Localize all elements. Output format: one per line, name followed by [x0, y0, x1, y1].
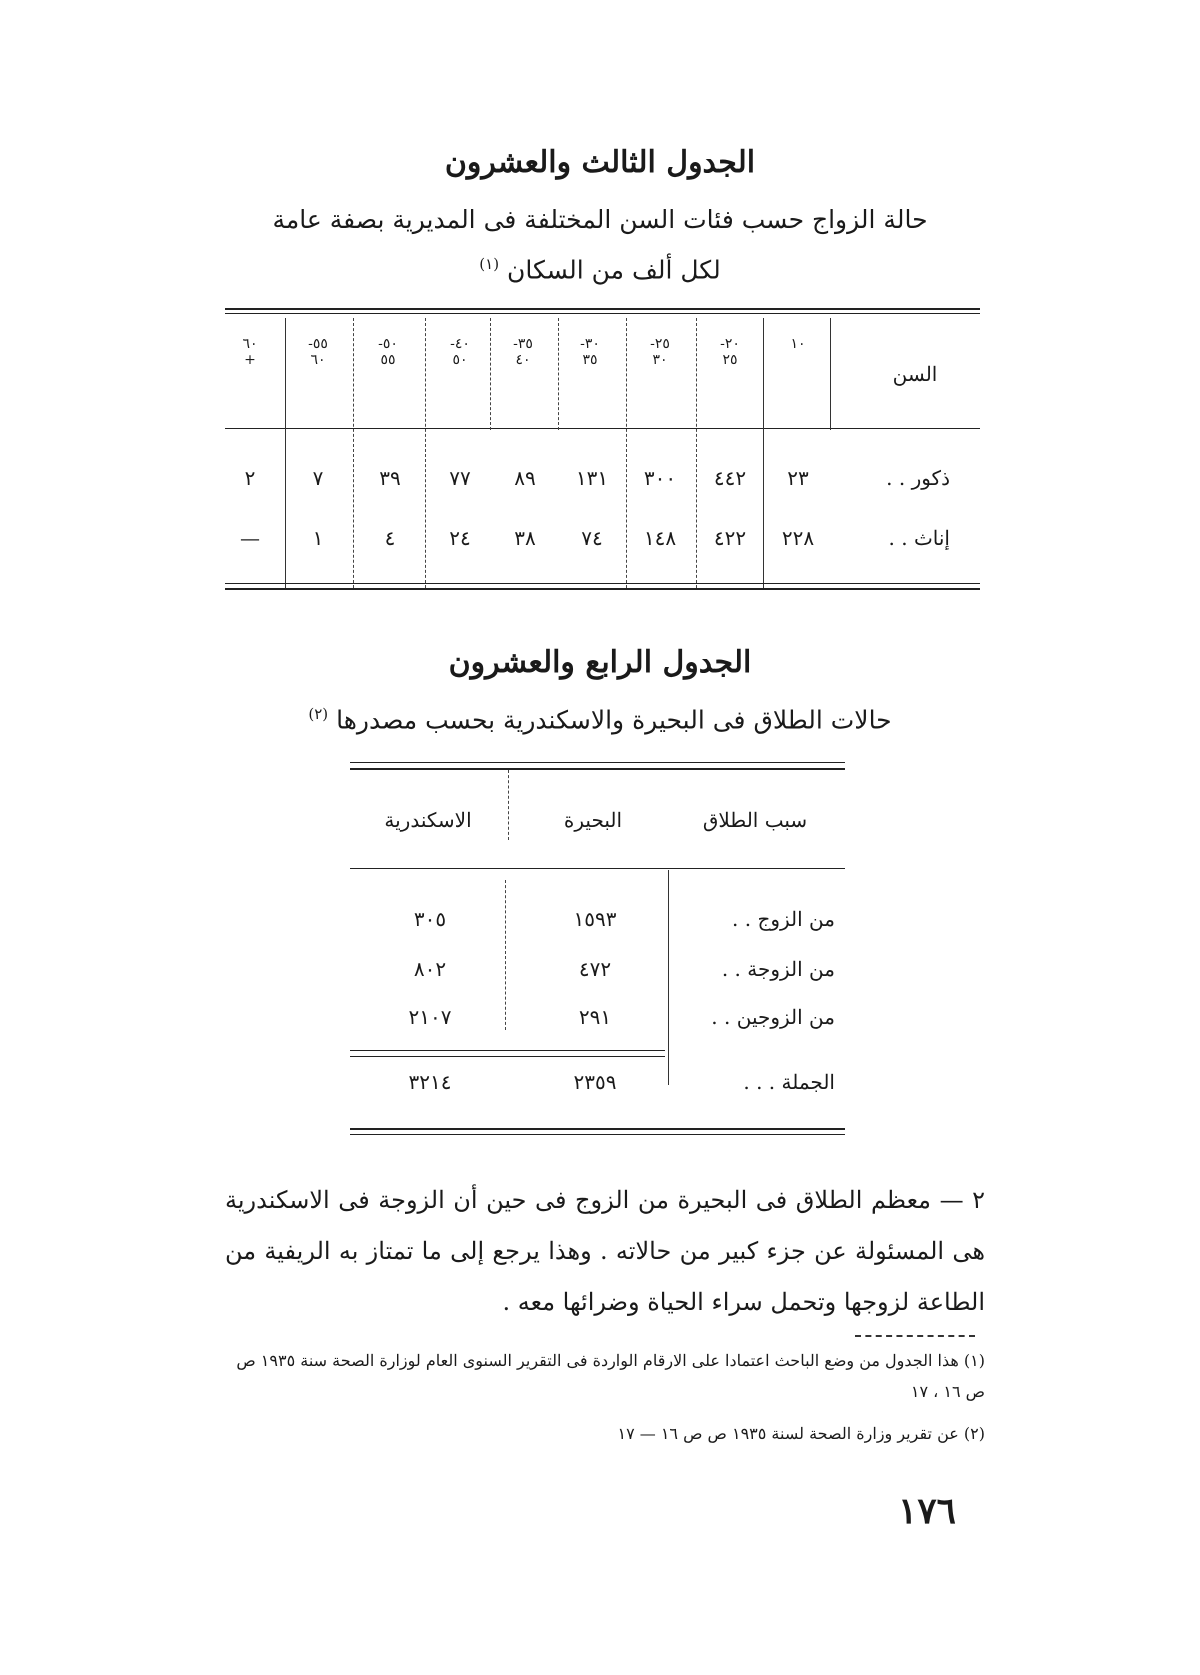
column-divider	[558, 318, 559, 430]
table23-cell: ٧٤	[581, 526, 603, 550]
footnote-1: (١) هذا الجدول من وضع الباحث اعتمادا على الارقام الواردة فى التقرير السنوى العام لوزارة الصحة سنة ١٩٣٥ ص ص ١٦ ، ١٧	[236, 1351, 985, 1401]
table24-total-label: الجملة . . .	[743, 1070, 835, 1094]
column-divider	[285, 318, 286, 588]
footnote-separator	[855, 1335, 975, 1337]
table24-bottom-rule	[350, 1128, 845, 1130]
table24-row-label: من الزوجين . .	[711, 1005, 835, 1029]
age-group-header: ٤٠-٥٠	[450, 336, 470, 368]
table23-bottom-rule	[225, 583, 980, 584]
age-group-header: ٦٠+	[242, 336, 258, 368]
table24-top-rule-2	[350, 768, 845, 770]
age-group-header: ٣٠-٣٥	[580, 336, 600, 368]
column-divider	[668, 870, 669, 1085]
table24-cell: ٣٠٥	[413, 907, 447, 931]
table23-top-rule-2	[225, 313, 980, 314]
table23-cell: ٣٨	[514, 526, 536, 550]
table24-row-label: من الزوجة . .	[721, 957, 835, 981]
column-divider	[505, 880, 506, 1030]
table23-cell: ٣٩	[379, 466, 401, 490]
table24-total-buhaira: ٢٣٥٩	[573, 1070, 617, 1094]
column-divider	[425, 318, 426, 588]
table24-cell: ٢١٠٧	[408, 1005, 452, 1029]
table24-row-label: من الزوج . .	[732, 907, 835, 931]
table24-subtotal-rule-2	[350, 1056, 665, 1057]
column-divider	[830, 318, 831, 430]
table24-header-alex: الاسكندرية	[384, 808, 472, 832]
table24-header-buhaira: البحيرة	[563, 808, 623, 832]
table23-cell: ٢	[244, 466, 256, 490]
table23-cell: ١٤٨	[643, 526, 677, 550]
table23-header-age: السن	[892, 362, 938, 386]
table23-bottom-rule-2	[225, 588, 980, 590]
column-divider	[490, 318, 491, 430]
column-divider	[696, 318, 697, 588]
table24-header-rule	[350, 868, 845, 869]
age-group-header: ٥٥-٦٠	[308, 336, 328, 368]
table24-cell: ٨٠٢	[413, 957, 447, 981]
table24-cell: ٤٧٢	[578, 957, 612, 981]
table23-cell: ٢٤	[449, 526, 471, 550]
table23-row-label: إناث . .	[888, 526, 950, 550]
table23-cell: ٧	[312, 466, 324, 490]
table23-top-rule	[225, 308, 980, 310]
table24-total-alex: ٣٢١٤	[408, 1070, 452, 1094]
page-number: ١٧٦	[898, 1490, 957, 1532]
table23-title: الجدول الثالث والعشرون	[444, 145, 756, 180]
age-group-header: ٣٥-٤٠	[513, 336, 533, 368]
table24-header-cause: سبب الطلاق	[702, 808, 808, 832]
table23-cell: ١	[312, 526, 324, 550]
table23-cell: ٤	[384, 526, 396, 550]
table24-top-rule	[350, 762, 845, 763]
age-group-header: ١٠	[790, 336, 806, 352]
footnote-2: (٢) عن تقرير وزارة الصحة لسنة ١٩٣٥ ص ص ١٦ — ١٧	[617, 1424, 985, 1443]
table23-cell: ٨٩	[514, 466, 536, 490]
table23-subtitle: حالة الزواج حسب فئات السن المختلفة فى المديرية بصفة عامة	[272, 205, 928, 234]
column-divider	[626, 318, 627, 588]
table23-header-rule	[225, 428, 980, 429]
table23-cell: —	[240, 526, 260, 550]
age-group-header: ٢٥-٣٠	[650, 336, 670, 368]
column-divider	[353, 318, 354, 588]
table23-cell: ٤٤٢	[713, 466, 747, 490]
body-paragraph: ٢ — معظم الطلاق فى البحيرة من الزوج فى حين أن الزوجة فى الاسكندرية هى المسئولة عن جزء كبير من حالاته . وهذا يرجع إلى ما تمتاز به الريفية من الطاعة لزوجها وتحمل سراء الحياة وضرائها معه .	[225, 1186, 985, 1316]
table23-row-label: ذكور . .	[886, 466, 950, 490]
table23-cell: ٢٢٨	[781, 526, 815, 550]
table24-subtitle: حالات الطلاق فى البحيرة والاسكندرية بحسب مصدرها $^{(٢)}$	[308, 705, 892, 735]
table23-cell: ٧٧	[449, 466, 471, 490]
table23-cell: ٣٠٠	[643, 466, 677, 490]
footnote-ref-1: (١)	[479, 255, 500, 273]
table24-cell: ٢٩١	[578, 1005, 612, 1029]
table23-cell: ٢٣	[787, 466, 809, 490]
age-group-header: ٥٠-٥٥	[378, 336, 398, 368]
column-divider	[763, 318, 764, 588]
table23-subtitle-2: لكل ألف من السكان $^{(١)}$	[479, 255, 721, 285]
table23-cell: ١٣١	[575, 466, 609, 490]
age-group-header: ٢٠-٢٥	[720, 336, 740, 368]
footnote-ref-2: (٢)	[308, 705, 329, 723]
column-divider	[508, 770, 509, 840]
table24-cell: ١٥٩٣	[573, 907, 617, 931]
table23-cell: ٤٢٢	[713, 526, 747, 550]
table24-subtotal-rule	[350, 1050, 665, 1051]
table24-bottom-rule-2	[350, 1134, 845, 1135]
table24-title: الجدول الرابع والعشرون	[448, 645, 752, 680]
